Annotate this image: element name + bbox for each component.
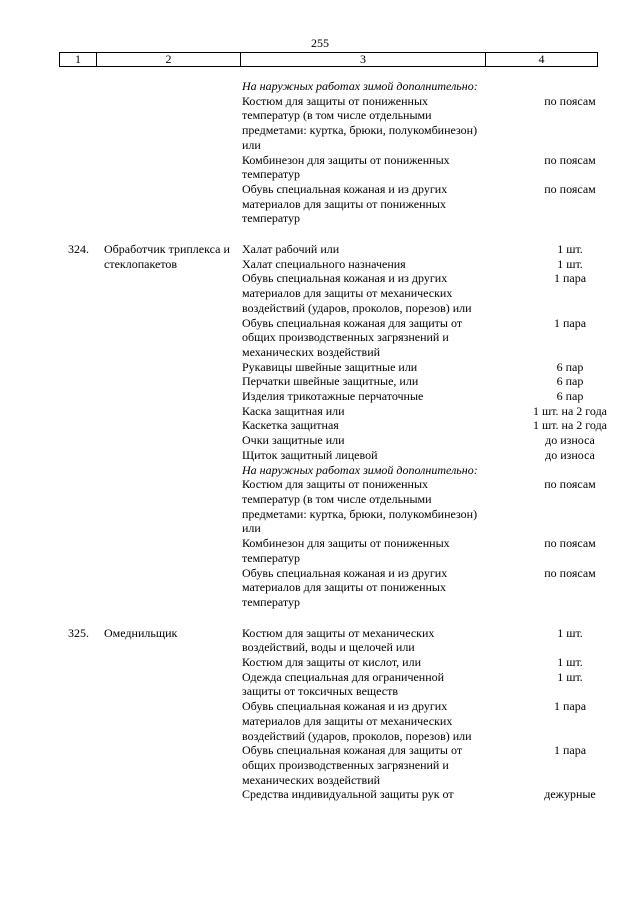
table-row <box>0 271 640 315</box>
table-row <box>0 257 640 272</box>
issue-norm <box>506 79 634 94</box>
table-row <box>0 418 640 433</box>
protective-item: Халат рабочий или <box>242 242 340 257</box>
issue-norm: по поясам <box>544 181 596 196</box>
table-row <box>0 374 640 389</box>
entry-profession: Омеднильщик <box>104 625 178 640</box>
protective-item: Очки защитные или <box>242 433 345 448</box>
issue-norm: до износа <box>545 447 595 462</box>
protective-item: Костюм для защиты от механических воздействий, воды и щелочей или <box>242 625 435 655</box>
section-note: На наружных работах зимой дополнительно: <box>242 79 478 93</box>
protective-item: Халат специального назначения <box>242 256 406 271</box>
issue-norm: 1 шт. <box>557 669 583 684</box>
protective-item: Обувь специальная кожаная для защиты от общих производственных загрязнений и механических воздействий <box>242 743 463 787</box>
issue-norm: 1 шт. <box>557 242 583 257</box>
page-number: 255 <box>311 36 329 50</box>
table-row <box>0 477 640 536</box>
table-row <box>0 743 640 787</box>
issue-norm: 1 шт. <box>557 655 583 670</box>
protective-item: Обувь специальная кожаная и из других материалов для защиты от механических воздействий (ударов, проколов, порезов) или <box>242 699 472 743</box>
table-row <box>0 787 640 802</box>
issue-norm: 1 пара <box>553 743 587 758</box>
issue-norm: 6 пар <box>556 389 584 404</box>
table-row <box>0 79 640 94</box>
issue-norm: 1 шт. на 2 года <box>532 418 608 433</box>
issue-norm: 6 пар <box>556 374 584 389</box>
protective-item: Обувь специальная кожаная и из других материалов для защиты от пониженных температур <box>242 565 448 609</box>
issue-norm: 1 пара <box>553 271 587 286</box>
table-row <box>0 566 640 610</box>
table-row <box>0 404 640 419</box>
protective-item: Перчатки швейные защитные, или <box>242 374 419 389</box>
protective-item: Щиток защитный лицевой <box>242 447 378 462</box>
issue-norm: 1 шт. <box>557 256 583 271</box>
protective-item: Комбинезон для защиты от пониженных температур <box>242 152 450 182</box>
table-body <box>0 79 640 802</box>
table-row <box>0 389 640 404</box>
issue-norm: по поясам <box>544 536 596 551</box>
table-header <box>59 52 598 67</box>
protective-item: Обувь специальная кожаная для защиты от общих производственных загрязнений и механических воздействий <box>242 315 463 359</box>
table-row <box>0 463 640 478</box>
table-row <box>0 316 640 360</box>
protective-item: Обувь специальная кожаная и из других материалов для защиты от механических воздействий (ударов, проколов, порезов) или <box>242 271 472 315</box>
issue-norm: по поясам <box>544 477 596 492</box>
protective-item: Рукавицы швейные защитные или <box>242 359 418 374</box>
header-col-2: 2 <box>97 53 241 66</box>
issue-norm: по поясам <box>544 93 596 108</box>
issue-norm: 1 пара <box>553 699 587 714</box>
issue-norm: 1 шт. <box>557 625 583 640</box>
table-entry-325 <box>0 626 640 802</box>
table-row <box>0 433 640 448</box>
table-row <box>0 536 640 565</box>
table-entry-324 <box>0 242 640 610</box>
protective-item: Обувь специальная кожаная и из других материалов для защиты от пониженных температур <box>242 181 448 226</box>
section-note: На наружных работах зимой дополнительно: <box>242 462 478 477</box>
table-row <box>0 182 640 226</box>
table-row <box>0 655 640 670</box>
table-row <box>0 448 640 463</box>
table-row <box>0 670 640 699</box>
protective-item: Каскетка защитная <box>242 418 339 433</box>
issue-norm: 1 пара <box>553 315 587 330</box>
table-entry-continued <box>0 79 640 226</box>
issue-norm: до износа <box>545 433 595 448</box>
header-col-3: 3 <box>241 53 486 66</box>
protective-item: Средства индивидуальной защиты рук от <box>242 787 454 802</box>
protective-item: Костюм для защиты от кислот, или <box>242 655 421 670</box>
header-col-1: 1 <box>60 53 97 66</box>
protective-item: Комбинезон для защиты от пониженных температур <box>242 536 450 565</box>
issue-norm <box>506 463 634 478</box>
table-row <box>0 360 640 375</box>
table-row <box>0 699 640 743</box>
protective-item: Каска защитная или <box>242 403 345 418</box>
table-row <box>0 94 640 153</box>
issue-norm: 6 пар <box>556 359 584 374</box>
entry-profession: Обработчик триплекса и стеклопакетов <box>104 242 230 271</box>
protective-item: Одежда специальная для ограниченной защиты от токсичных веществ <box>242 669 445 699</box>
protective-item: Костюм для защиты от пониженных температур (в том числе отдельными предметами: куртка, брюки, полукомбинезон) или <box>242 477 478 536</box>
header-col-4: 4 <box>538 52 545 66</box>
issue-norm: 1 шт. на 2 года <box>532 403 608 418</box>
protective-item: Костюм для защиты от пониженных температур (в том числе отдельными предметами: куртка, брюки, полукомбинезон) или <box>242 93 478 152</box>
issue-norm: дежурные <box>544 787 596 802</box>
issue-norm: по поясам <box>544 565 596 580</box>
protective-item: Изделия трикотажные перчаточные <box>242 389 424 404</box>
entry-number: 324. <box>68 242 89 257</box>
entry-number: 325. <box>68 625 89 640</box>
table-row <box>0 153 640 182</box>
issue-norm: по поясам <box>544 152 596 167</box>
